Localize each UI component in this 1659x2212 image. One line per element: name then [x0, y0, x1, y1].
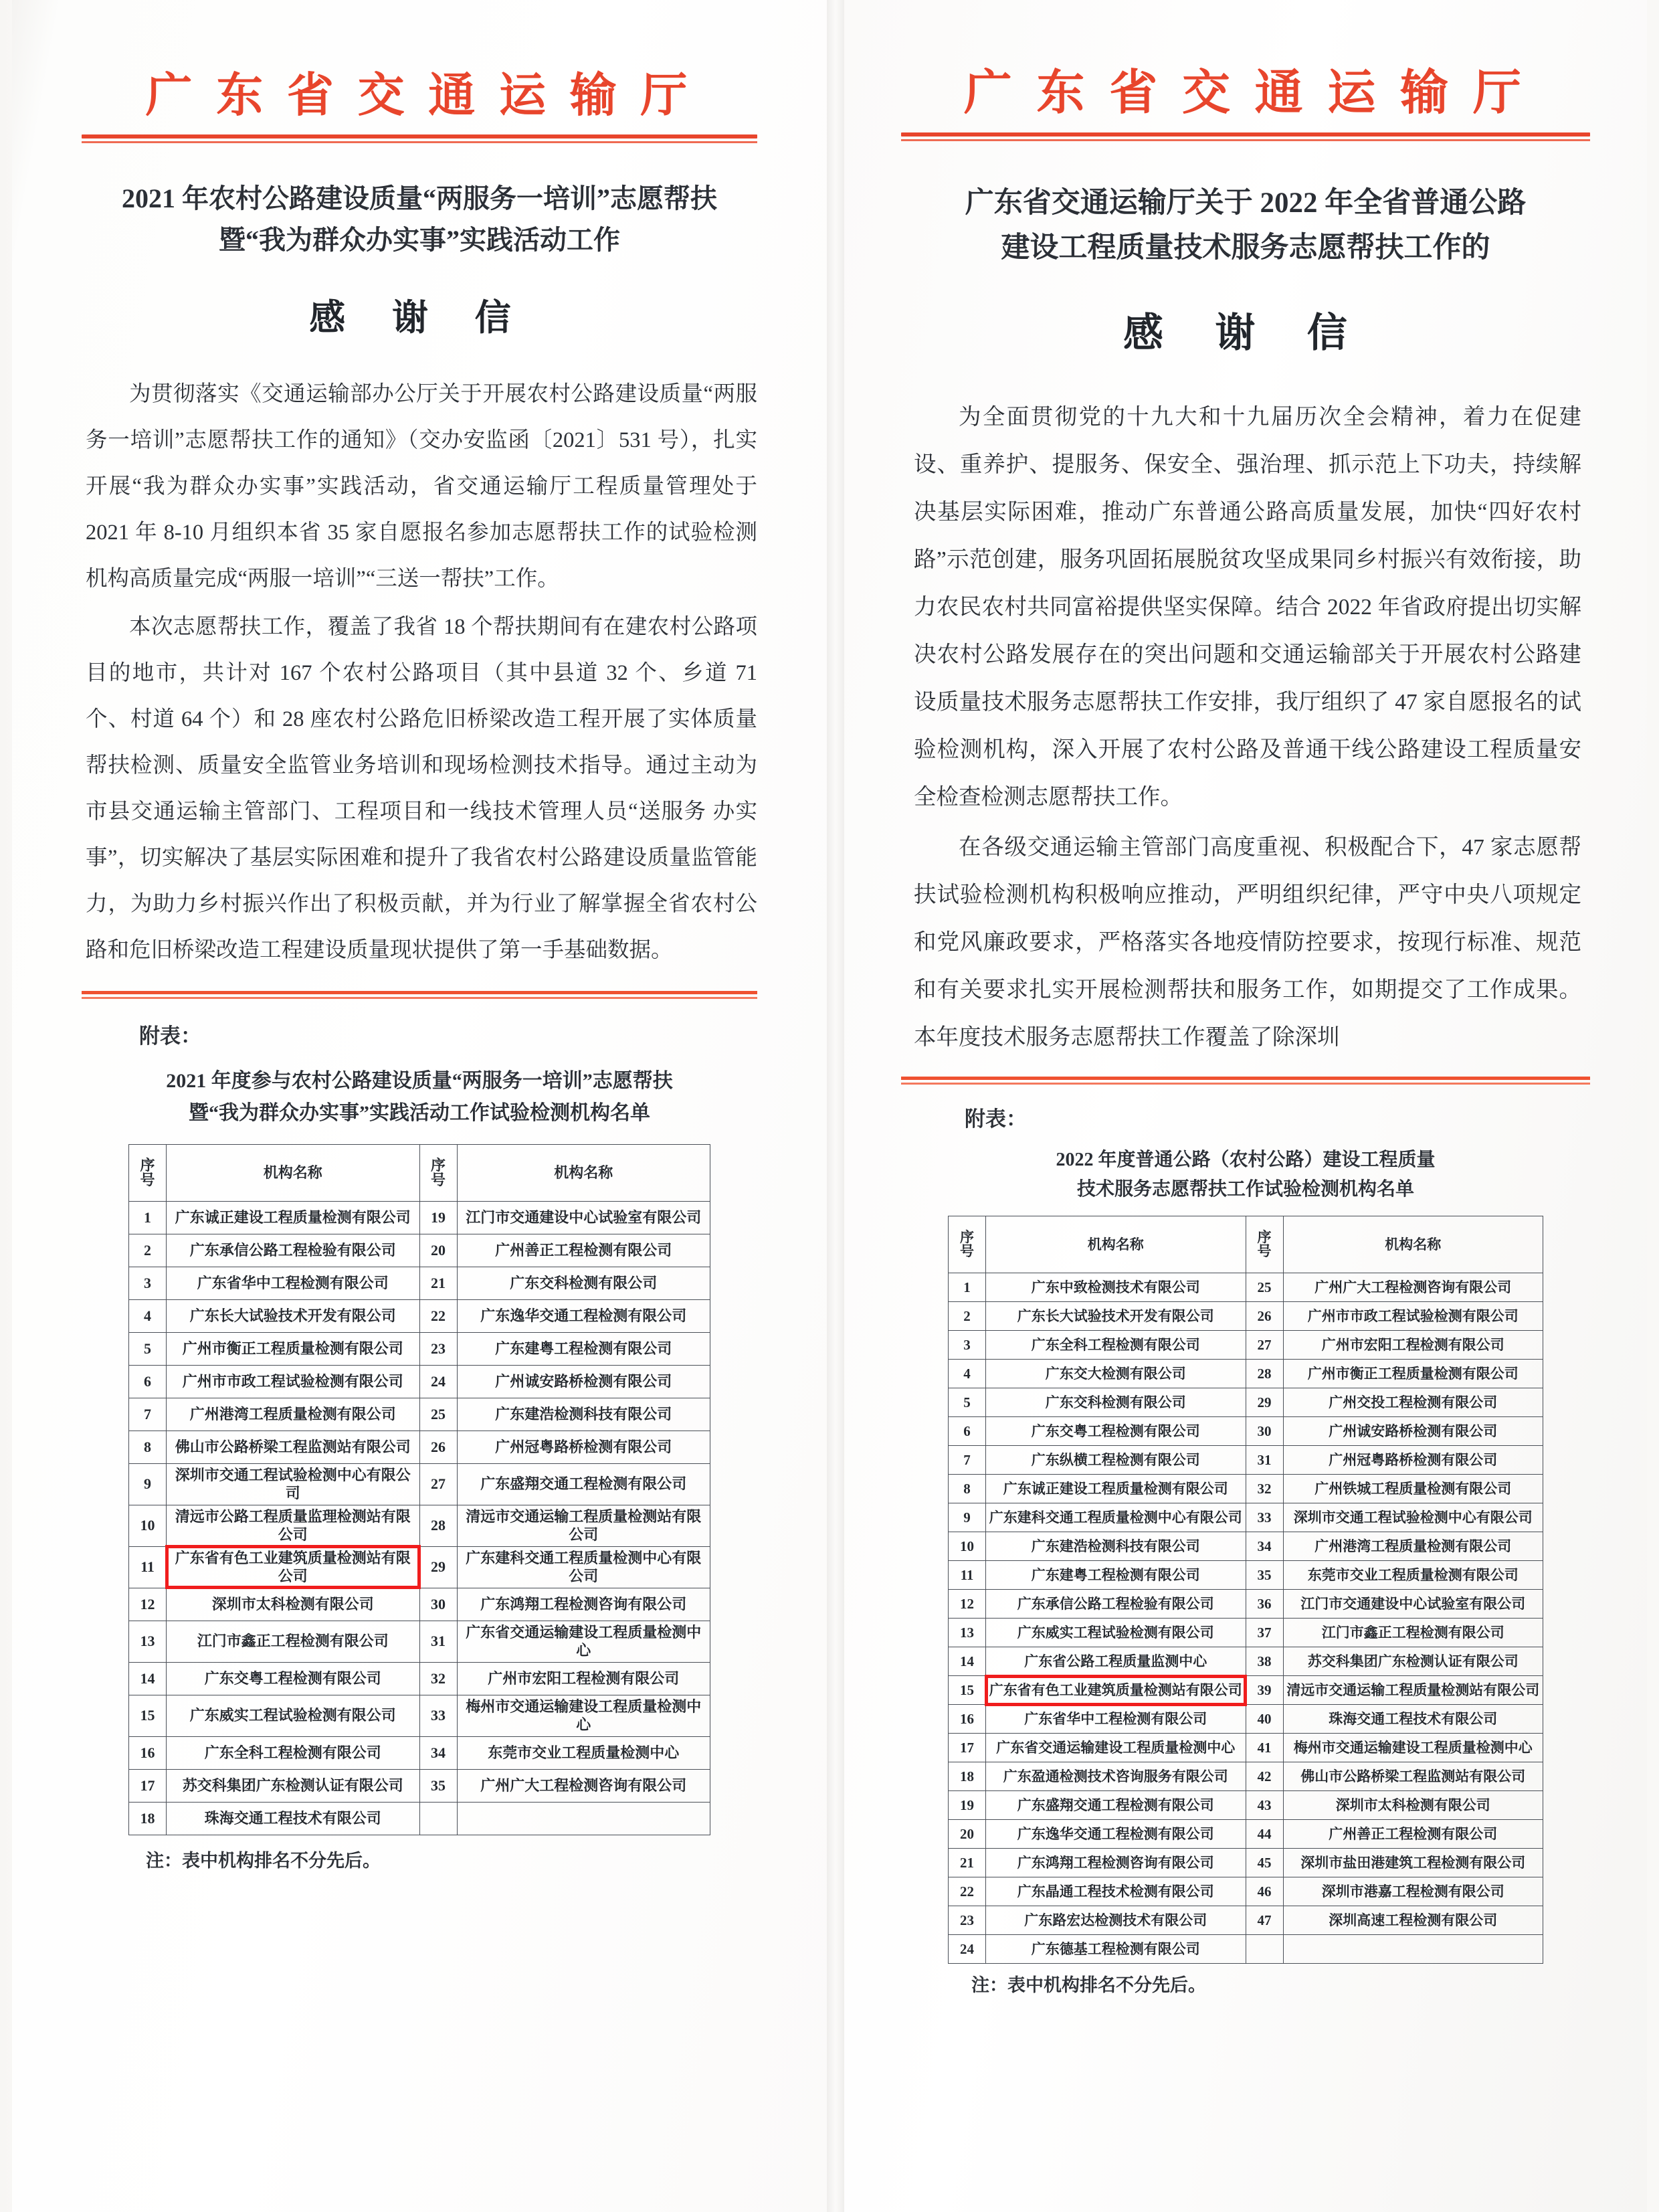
right-row-20-no-b: 44	[1246, 1820, 1283, 1849]
table-row	[949, 1360, 1543, 1388]
right-row-10-no-b: 34	[1246, 1532, 1283, 1561]
right-row-5-name-b: 广州交投工程检测有限公司	[1283, 1388, 1543, 1417]
right-row-24-name-b	[1283, 1935, 1543, 1964]
right-row-3-no-b: 27	[1246, 1331, 1283, 1360]
right-row-10-name-b: 广州港湾工程质量检测有限公司	[1283, 1532, 1543, 1561]
left-row-15-no-a: 15	[129, 1695, 167, 1736]
left-row-13-no-b: 31	[419, 1621, 457, 1662]
left-th-no-1	[129, 1144, 167, 1201]
left-footer-rule-thick	[82, 991, 757, 994]
left-row-12-name-a: 深圳市太科检测有限公司	[167, 1588, 420, 1621]
right-row-11-name-b: 东莞市交业工程质量检测有限公司	[1283, 1561, 1543, 1590]
table-row	[949, 1647, 1543, 1676]
right-row-19-no-a: 19	[949, 1791, 986, 1820]
right-table-title-line-2: 技术服务志愿帮扶工作试验检测机构名单	[1076, 1179, 1414, 1200]
left-paragraph-2: 本次志愿帮扶工作，覆盖了我省 18 个帮扶期间有在建农村公路项目的地市，共计对 167 个农村公路项目（其中县道 32 个、乡道 71 个、村道 64 个）和 28 座农村公路危旧桥梁改造工程开展了实体质量帮扶检测、质量安全监管业务培训和现场检测技术指导。通过主动为市县交通运输主管部门、工程项目和一线技术管理人员“送服务 办实事”，切实解决了基层实际困难和提升了我省农村公路建设质量监管能力，为助力乡村振兴作出了积极贡献，并为行业了解掌握全省农村公路和危旧桥梁改造工程建设质量现状提供了第一手基础数据。	[86, 615, 757, 962]
left-row-17-no-a: 17	[129, 1769, 167, 1802]
table-row	[129, 1332, 710, 1365]
right-row-7-name-b: 广州冠粤路桥检测有限公司	[1283, 1446, 1543, 1475]
left-footer-rule-thin	[82, 997, 757, 999]
table-row	[129, 1621, 710, 1662]
right-row-9-no-a: 9	[949, 1503, 986, 1532]
left-th-name-1: 机构名称	[167, 1144, 420, 1201]
left-row-10-name-a: 清远市公路工程质量监理检测站有限公司	[167, 1505, 420, 1546]
left-row-1-no-b: 19	[419, 1201, 457, 1234]
left-row-10-no-a: 10	[129, 1505, 167, 1546]
left-table-title	[86, 1065, 753, 1129]
left-footer-rule	[82, 991, 757, 999]
table-row	[949, 1791, 1543, 1820]
right-row-20-no-a: 20	[949, 1820, 986, 1849]
right-letter-page	[844, 0, 1647, 2212]
right-header-rule-thin	[901, 139, 1590, 141]
left-row-12-name-b: 广东鸿翔工程检测咨询有限公司	[457, 1588, 710, 1621]
left-row-7-name-b: 广东建浩检测科技有限公司	[457, 1398, 710, 1431]
right-th-no-2-char-2: 号	[1257, 1243, 1272, 1260]
right-row-21-name-b: 深圳市盐田港建筑工程检测有限公司	[1283, 1849, 1543, 1877]
table-row	[949, 1446, 1543, 1475]
right-row-7-no-b: 31	[1246, 1446, 1283, 1475]
left-th-no-1-char-2: 号	[140, 1171, 155, 1188]
table-row	[949, 1935, 1543, 1964]
right-row-20-name-b: 广州善正工程检测有限公司	[1283, 1820, 1543, 1849]
right-header-rule-thick	[901, 132, 1590, 136]
left-row-16-no-b: 34	[419, 1736, 457, 1769]
left-row-5-name-a: 广州市衡正工程质量检测有限公司	[167, 1332, 420, 1365]
right-row-22-no-a: 22	[949, 1877, 986, 1906]
left-institutions-table	[128, 1144, 710, 1835]
left-row-17-name-a: 苏交科集团广东检测认证有限公司	[167, 1769, 420, 1802]
table-row	[949, 1388, 1543, 1417]
table-row	[949, 1906, 1543, 1935]
right-row-17-name-a: 广东省交通运输建设工程质量检测中心	[986, 1734, 1246, 1762]
right-row-5-no-b: 29	[1246, 1388, 1283, 1417]
table-row	[129, 1463, 710, 1505]
left-th-no-2	[419, 1144, 457, 1201]
table-row	[129, 1662, 710, 1695]
right-row-6-no-a: 6	[949, 1417, 986, 1446]
table-row	[949, 1734, 1543, 1762]
left-row-4-name-a: 广东长大试验技术开发有限公司	[167, 1299, 420, 1332]
left-row-5-no-b: 23	[419, 1332, 457, 1365]
right-row-14-no-b: 38	[1246, 1647, 1283, 1676]
left-row-8-no-b: 26	[419, 1431, 457, 1463]
left-letterhead: 广 东 省 交 通 运 输 厅	[145, 70, 694, 122]
left-row-11-no-a: 11	[129, 1546, 167, 1588]
right-row-15-name-a: 广东省有色工业建筑质量检测站有限公司	[986, 1676, 1246, 1705]
right-row-1-no-a: 1	[949, 1273, 986, 1302]
right-row-4-no-a: 4	[949, 1360, 986, 1388]
left-row-12-no-a: 12	[129, 1588, 167, 1621]
right-th-no-1-char-2: 号	[960, 1243, 974, 1260]
right-row-1-no-b: 25	[1246, 1273, 1283, 1302]
right-row-10-name-a: 广东建浩检测科技有限公司	[986, 1532, 1246, 1561]
right-title-line-2: 建设工程质量技术服务志愿帮扶工作的	[1001, 232, 1490, 264]
table-row	[129, 1431, 710, 1463]
left-row-1-no-a: 1	[129, 1201, 167, 1234]
right-row-14-no-a: 14	[949, 1647, 986, 1676]
left-row-7-name-a: 广州港湾工程质量检测有限公司	[167, 1398, 420, 1431]
left-title-line-1: 2021 年农村公路建设质量“两服务一培训”志愿帮扶	[122, 183, 717, 213]
right-row-8-no-b: 32	[1246, 1475, 1283, 1503]
table-row	[129, 1234, 710, 1267]
right-row-4-name-a: 广东交大检测有限公司	[986, 1360, 1246, 1388]
left-row-6-name-b: 广州诚安路桥检测有限公司	[457, 1365, 710, 1398]
right-th-no-1-char-1: 序	[960, 1229, 974, 1246]
right-document-title	[844, 181, 1647, 270]
right-th-no-2	[1246, 1216, 1283, 1273]
left-row-4-no-a: 4	[129, 1299, 167, 1332]
left-table-body	[129, 1201, 710, 1835]
left-document-title	[12, 178, 827, 261]
right-row-2-name-a: 广东长大试验技术开发有限公司	[986, 1302, 1246, 1331]
left-row-17-name-b: 广州广大工程检测咨询有限公司	[457, 1769, 710, 1802]
right-paragraph-1: 为全面贯彻党的十九大和十九届历次全会精神，着力在促建设、重养护、提服务、保安全、强治理、抓示范上下功夫，持续解决基层实际困难，推动广东普通公路高质量发展，加快“四好农村路”示范创建，服务巩固拓展脱贫攻坚成果同乡村振兴有效衔接，助力农民农村共同富裕提供坚实保障。结合 2022 年省政府提出切实解决农村公路发展存在的突出问题和交通运输部关于开展农村公路建设质量技术服务志愿帮扶工作安排，我厅组织了 47 家自愿报名的试验检测机构，深入开展了农村公路及普通干线公路建设工程质量安全检查检测志愿帮扶工作。	[914, 405, 1581, 810]
right-th-no-1	[949, 1216, 986, 1273]
right-row-21-no-b: 45	[1246, 1849, 1283, 1877]
left-row-1-name-b: 江门市交通建设中心试验室有限公司	[457, 1201, 710, 1234]
left-header-rule-thick	[82, 134, 757, 139]
left-row-5-name-b: 广东建粤工程检测有限公司	[457, 1332, 710, 1365]
table-row	[129, 1736, 710, 1769]
right-row-22-name-b: 深圳市港嘉工程检测有限公司	[1283, 1877, 1543, 1906]
left-th-no-1-char-1: 序	[140, 1156, 155, 1174]
table-row	[949, 1849, 1543, 1877]
right-row-21-no-a: 21	[949, 1849, 986, 1877]
left-table-header-row	[129, 1144, 710, 1201]
right-row-18-name-a: 广东盈通检测技术咨询服务有限公司	[986, 1762, 1246, 1791]
left-row-9-no-a: 9	[129, 1463, 167, 1505]
right-attachment-label: 附表：	[965, 1107, 1027, 1131]
right-row-8-name-b: 广州铁城工程质量检测有限公司	[1283, 1475, 1543, 1503]
left-row-4-no-b: 22	[419, 1299, 457, 1332]
right-row-14-name-b: 苏交科集团广东检测认证有限公司	[1283, 1647, 1543, 1676]
right-row-12-name-a: 广东承信公路工程检验有限公司	[986, 1590, 1246, 1619]
table-row	[949, 1619, 1543, 1647]
right-row-16-no-b: 40	[1246, 1705, 1283, 1734]
right-row-7-no-a: 7	[949, 1446, 986, 1475]
left-title-line-2: 暨“我为群众办实事”实践活动工作	[219, 225, 620, 255]
left-row-18-name-a: 珠海交通工程技术有限公司	[167, 1802, 420, 1835]
left-row-9-name-b: 广东盛翔交通工程检测有限公司	[457, 1463, 710, 1505]
right-row-19-name-b: 深圳市太科检测有限公司	[1283, 1791, 1543, 1820]
left-row-11-no-b: 29	[419, 1546, 457, 1588]
left-row-7-no-a: 7	[129, 1398, 167, 1431]
table-row	[949, 1417, 1543, 1446]
right-row-24-no-b	[1246, 1935, 1283, 1964]
left-row-11-name-a: 广东省有色工业建筑质量检测站有限公司	[167, 1546, 420, 1588]
right-row-4-name-b: 广州市衡正工程质量检测有限公司	[1283, 1360, 1543, 1388]
left-table-title-line-1: 2021 年度参与农村公路建设质量“两服务一培训”志愿帮扶	[166, 1069, 673, 1092]
right-table-body	[949, 1273, 1543, 1964]
left-row-7-no-b: 25	[419, 1398, 457, 1431]
left-table-note: 注：表中机构排名不分先后。	[146, 1850, 381, 1871]
left-row-3-no-a: 3	[129, 1267, 167, 1299]
right-gratitude-heading: 感 谢 信	[1123, 311, 1368, 356]
right-institutions-table	[948, 1216, 1543, 1964]
right-row-3-no-a: 3	[949, 1331, 986, 1360]
left-table-title-line-2: 暨“我为群众办实事”实践活动工作试验检测机构名单	[189, 1101, 650, 1124]
right-row-11-no-b: 35	[1246, 1561, 1283, 1590]
left-letter-page	[12, 0, 827, 2212]
left-row-18-no-b	[419, 1802, 457, 1835]
right-row-24-name-a: 广东德基工程检测有限公司	[986, 1935, 1246, 1964]
right-row-9-name-b: 深圳市交通工程试验检测中心有限公司	[1283, 1503, 1543, 1532]
left-row-14-name-a: 广东交粤工程检测有限公司	[167, 1662, 420, 1695]
left-row-15-name-b: 梅州市交通运输建设工程质量检测中心	[457, 1695, 710, 1736]
left-row-9-no-b: 27	[419, 1463, 457, 1505]
right-row-19-no-b: 43	[1246, 1791, 1283, 1820]
right-row-13-no-a: 13	[949, 1619, 986, 1647]
left-header-rule	[82, 134, 757, 143]
right-row-12-no-b: 36	[1246, 1590, 1283, 1619]
right-row-22-no-b: 46	[1246, 1877, 1283, 1906]
left-row-2-name-a: 广东承信公路工程检验有限公司	[167, 1234, 420, 1267]
left-row-2-name-b: 广州善正工程检测有限公司	[457, 1234, 710, 1267]
right-row-13-name-b: 江门市鑫正工程检测有限公司	[1283, 1619, 1543, 1647]
left-th-name-2: 机构名称	[457, 1144, 710, 1201]
table-row	[129, 1802, 710, 1835]
table-row	[949, 1762, 1543, 1791]
left-row-2-no-a: 2	[129, 1234, 167, 1267]
right-body	[914, 393, 1581, 1061]
left-th-no-2-char-1: 序	[430, 1156, 446, 1174]
right-table-note: 注：表中机构排名不分先后。	[971, 1975, 1206, 1996]
right-row-17-no-a: 17	[949, 1734, 986, 1762]
table-row	[949, 1590, 1543, 1619]
left-row-14-name-b: 广州市宏阳工程检测有限公司	[457, 1662, 710, 1695]
left-row-13-no-a: 13	[129, 1621, 167, 1662]
left-row-9-name-a: 深圳市交通工程试验检测中心有限公司	[167, 1463, 420, 1505]
left-gratitude-heading: 感 谢 信	[309, 298, 530, 338]
right-row-9-no-b: 33	[1246, 1503, 1283, 1532]
right-row-6-no-b: 30	[1246, 1417, 1283, 1446]
left-row-6-name-a: 广州市市政工程试验检测有限公司	[167, 1365, 420, 1398]
right-row-16-name-b: 珠海交通工程技术有限公司	[1283, 1705, 1543, 1734]
right-th-name-1: 机构名称	[986, 1216, 1246, 1273]
table-row	[129, 1546, 710, 1588]
right-table-title	[918, 1145, 1573, 1206]
table-row	[949, 1877, 1543, 1906]
right-row-8-name-a: 广东诚正建设工程质量检测有限公司	[986, 1475, 1246, 1503]
right-row-1-name-b: 广州广大工程检测咨询有限公司	[1283, 1273, 1543, 1302]
right-row-4-no-b: 28	[1246, 1360, 1283, 1388]
right-table-title-line-1: 2022 年度普通公路（农村公路）建设工程质量	[1056, 1149, 1436, 1170]
right-row-20-name-a: 广东逸华交通工程检测有限公司	[986, 1820, 1246, 1849]
right-row-2-no-b: 26	[1246, 1302, 1283, 1331]
table-row	[129, 1588, 710, 1621]
left-row-11-name-b: 广东建科交通工程质量检测中心有限公司	[457, 1546, 710, 1588]
left-row-2-no-b: 20	[419, 1234, 457, 1267]
table-row	[949, 1532, 1543, 1561]
right-row-23-no-a: 23	[949, 1906, 986, 1935]
left-th-no-2-char-2: 号	[430, 1171, 446, 1188]
left-row-10-no-b: 28	[419, 1505, 457, 1546]
left-row-16-no-a: 16	[129, 1736, 167, 1769]
right-row-7-name-a: 广东纵横工程检测有限公司	[986, 1446, 1246, 1475]
right-row-15-no-a: 15	[949, 1676, 986, 1705]
table-row	[129, 1505, 710, 1546]
left-row-8-no-a: 8	[129, 1431, 167, 1463]
right-row-9-name-a: 广东建科交通工程质量检测中心有限公司	[986, 1503, 1246, 1532]
right-row-3-name-b: 广州市宏阳工程检测有限公司	[1283, 1331, 1543, 1360]
left-row-16-name-b: 东莞市交业工程质量检测中心	[457, 1736, 710, 1769]
right-row-22-name-a: 广东晶通工程技术检测有限公司	[986, 1877, 1246, 1906]
right-row-15-no-b: 39	[1246, 1676, 1283, 1705]
right-th-name-2: 机构名称	[1283, 1216, 1543, 1273]
left-row-6-no-a: 6	[129, 1365, 167, 1398]
table-row	[129, 1398, 710, 1431]
left-row-3-name-a: 广东省华中工程检测有限公司	[167, 1267, 420, 1299]
right-row-12-no-a: 12	[949, 1590, 986, 1619]
right-paragraph-2: 在各级交通运输主管部门高度重视、积极配合下，47 家志愿帮扶试验检测机构积极响应推动，严明组织纪律，严守中央八项规定和党风廉政要求，严格落实各地疫情防控要求，按现行标准、规范和有关要求扎实开展检测帮扶和服务工作，如期提交了工作成果。本年度技术服务志愿帮扶工作覆盖了除深圳	[914, 835, 1581, 1050]
right-footer-rule-thick	[901, 1077, 1590, 1080]
right-row-10-no-a: 10	[949, 1532, 986, 1561]
left-row-14-no-a: 14	[129, 1662, 167, 1695]
left-row-4-name-b: 广东逸华交通工程检测有限公司	[457, 1299, 710, 1332]
right-row-6-name-a: 广东交粤工程检测有限公司	[986, 1417, 1246, 1446]
right-row-1-name-a: 广东中致检测技术有限公司	[986, 1273, 1246, 1302]
right-footer-rule-thin	[901, 1083, 1590, 1085]
left-row-15-no-b: 33	[419, 1695, 457, 1736]
table-row	[949, 1705, 1543, 1734]
right-row-2-no-a: 2	[949, 1302, 986, 1331]
right-row-8-no-a: 8	[949, 1475, 986, 1503]
right-row-19-name-a: 广东盛翔交通工程检测有限公司	[986, 1791, 1246, 1820]
left-row-16-name-a: 广东全科工程检测有限公司	[167, 1736, 420, 1769]
right-row-18-no-a: 18	[949, 1762, 986, 1791]
table-row	[129, 1267, 710, 1299]
right-row-14-name-a: 广东省公路工程质量监测中心	[986, 1647, 1246, 1676]
table-row	[949, 1273, 1543, 1302]
left-row-5-no-a: 5	[129, 1332, 167, 1365]
left-row-12-no-b: 30	[419, 1588, 457, 1621]
right-row-6-name-b: 广州诚安路桥检测有限公司	[1283, 1417, 1543, 1446]
left-row-8-name-a: 佛山市公路桥梁工程监测站有限公司	[167, 1431, 420, 1463]
right-row-15-name-b: 清远市交通运输工程质量检测站有限公司	[1283, 1676, 1543, 1705]
right-row-17-no-b: 41	[1246, 1734, 1283, 1762]
right-row-5-name-a: 广东交科检测有限公司	[986, 1388, 1246, 1417]
right-row-24-no-a: 24	[949, 1935, 986, 1964]
left-row-6-no-b: 24	[419, 1365, 457, 1398]
left-row-8-name-b: 广州冠粤路桥检测有限公司	[457, 1431, 710, 1463]
table-row	[129, 1201, 710, 1234]
left-row-18-name-b	[457, 1802, 710, 1835]
table-row	[949, 1331, 1543, 1360]
right-header-rule	[901, 132, 1590, 141]
right-row-18-name-b: 佛山市公路桥梁工程监测站有限公司	[1283, 1762, 1543, 1791]
right-row-23-no-b: 47	[1246, 1906, 1283, 1935]
left-row-15-name-a: 广东威实工程试验检测有限公司	[167, 1695, 420, 1736]
right-title-line-1: 广东省交通运输厅关于 2022 年全省普通公路	[965, 187, 1527, 219]
left-row-17-no-b: 35	[419, 1769, 457, 1802]
left-row-18-no-a: 18	[129, 1802, 167, 1835]
table-row	[129, 1769, 710, 1802]
left-row-13-name-b: 广东省交通运输建设工程质量检测中心	[457, 1621, 710, 1662]
table-row	[949, 1503, 1543, 1532]
left-row-3-no-b: 21	[419, 1267, 457, 1299]
right-row-18-no-b: 42	[1246, 1762, 1283, 1791]
left-body	[86, 371, 757, 974]
left-attachment-label: 附表：	[139, 1024, 201, 1048]
right-row-11-no-a: 11	[949, 1561, 986, 1590]
table-row	[129, 1695, 710, 1736]
right-row-21-name-a: 广东鸿翔工程检测咨询有限公司	[986, 1849, 1246, 1877]
right-table-header-row	[949, 1216, 1543, 1273]
right-th-no-2-char-1: 序	[1257, 1229, 1272, 1246]
table-row	[949, 1475, 1543, 1503]
table-row	[129, 1299, 710, 1332]
right-footer-rule	[901, 1077, 1590, 1085]
left-paragraph-1: 为贯彻落实《交通运输部办公厅关于开展农村公路建设质量“两服务一培训”志愿帮扶工作的通知》（交办安监函〔2021〕531 号），扎实开展“我为群众办实事”实践活动，省交通运输厅工程质量管理处于 2021 年 8-10 月组织本省 35 家自愿报名参加志愿帮扶工作的试验检测机构高质量完成“两服一培训”“三送一帮扶”工作。	[86, 382, 757, 591]
left-row-14-no-b: 32	[419, 1662, 457, 1695]
left-row-10-name-b: 清远市交通运输工程质量检测站有限公司	[457, 1505, 710, 1546]
left-row-13-name-a: 江门市鑫正工程检测有限公司	[167, 1621, 420, 1662]
right-row-23-name-a: 广东路宏达检测技术有限公司	[986, 1906, 1246, 1935]
left-row-3-name-b: 广东交科检测有限公司	[457, 1267, 710, 1299]
table-row	[129, 1365, 710, 1398]
right-row-5-no-a: 5	[949, 1388, 986, 1417]
table-row	[949, 1676, 1543, 1705]
page-gutter	[827, 0, 844, 2212]
right-letterhead: 广 东 省 交 通 运 输 厅	[963, 66, 1528, 120]
right-row-16-name-a: 广东省华中工程检测有限公司	[986, 1705, 1246, 1734]
right-row-12-name-b: 江门市交通建设中心试验室有限公司	[1283, 1590, 1543, 1619]
left-row-1-name-a: 广东诚正建设工程质量检测有限公司	[167, 1201, 420, 1234]
table-row	[949, 1561, 1543, 1590]
right-row-11-name-a: 广东建粤工程检测有限公司	[986, 1561, 1246, 1590]
right-row-17-name-b: 梅州市交通运输建设工程质量检测中心	[1283, 1734, 1543, 1762]
right-row-13-name-a: 广东威实工程试验检测有限公司	[986, 1619, 1246, 1647]
left-header-rule-thin	[82, 141, 757, 143]
right-row-23-name-b: 深圳高速工程检测有限公司	[1283, 1906, 1543, 1935]
right-row-13-no-b: 37	[1246, 1619, 1283, 1647]
right-row-2-name-b: 广州市市政工程试验检测有限公司	[1283, 1302, 1543, 1331]
table-row	[949, 1820, 1543, 1849]
right-row-16-no-a: 16	[949, 1705, 986, 1734]
table-row	[949, 1302, 1543, 1331]
right-row-3-name-a: 广东全科工程检测有限公司	[986, 1331, 1246, 1360]
